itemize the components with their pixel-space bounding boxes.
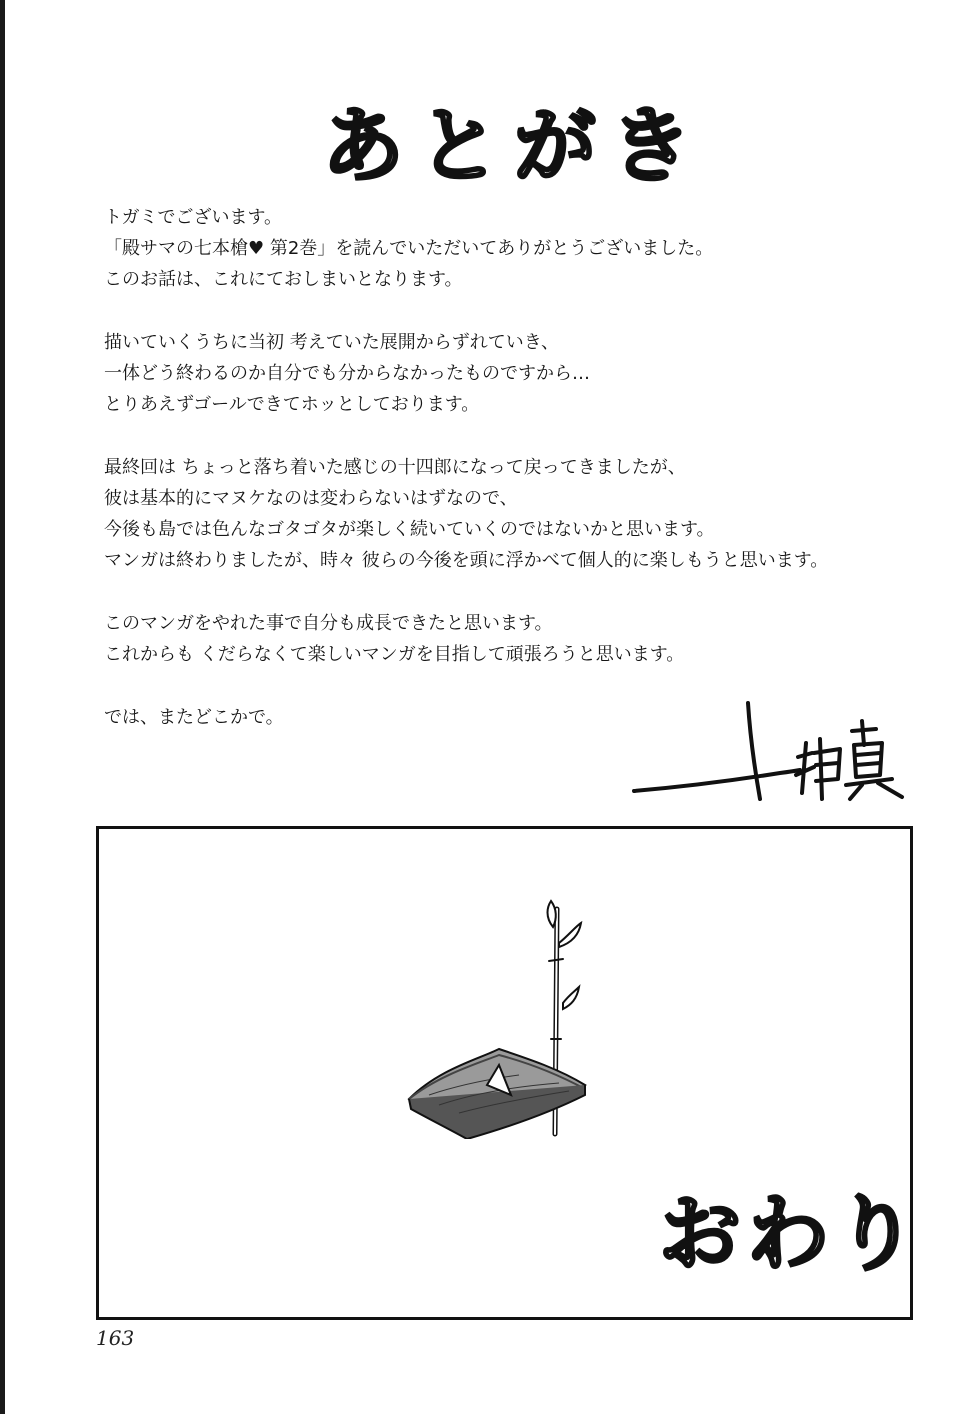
text-line: では、またどこかで。: [104, 707, 284, 728]
paragraph-greeting: [104, 202, 934, 295]
text-line: 一体どう終わるのか自分でも分からなかったものですから…: [104, 363, 590, 384]
grave-marker-illustration: [399, 899, 599, 1139]
paragraph-growth: [104, 608, 934, 670]
afterword-heading: あとがき: [322, 99, 707, 194]
text-line: 最終回は ちょっと落ち着いた感じの十四郎になって戻ってきましたが、: [104, 457, 686, 478]
text-line: 彼は基本的にマヌケなのは変わらないはずなので、: [104, 488, 518, 509]
the-end-text: おわり: [659, 1187, 924, 1282]
text-line: このお話は、これにておしまいとなります。: [104, 269, 463, 290]
author-signature: [630, 695, 920, 805]
paragraph-development: [104, 327, 934, 420]
text-line: このマンガをやれた事で自分も成長できたと思います。: [104, 613, 553, 634]
text-line: 今後も島では色んなゴタゴタが楽しく続いていくのではないかと思います。: [104, 519, 715, 540]
manga-panel: [96, 826, 924, 1320]
paragraph-final-chapter: [104, 452, 934, 576]
text-line: これからも くだらなくて楽しいマンガを目指して頑張ろうと思います。: [104, 644, 685, 665]
text-line: マンガは終わりましたが、時々 彼らの今後を頭に浮かべて個人的に楽しもうと思います。: [104, 550, 829, 571]
afterword-body: [104, 202, 934, 765]
text-line: 描いていくうちに当初 考えていた展開からずれていき、: [104, 332, 559, 353]
text-line: とりあえずゴールできてホッとしております。: [104, 394, 480, 415]
page-number: 163: [96, 1326, 135, 1350]
text-line: トガミでございます。: [104, 207, 283, 228]
page-edge-shadow: [0, 0, 5, 1414]
text-line: 「殿サマの七本槍♥ 第2巻」を読んでいただいてありがとうございました。: [104, 238, 714, 259]
